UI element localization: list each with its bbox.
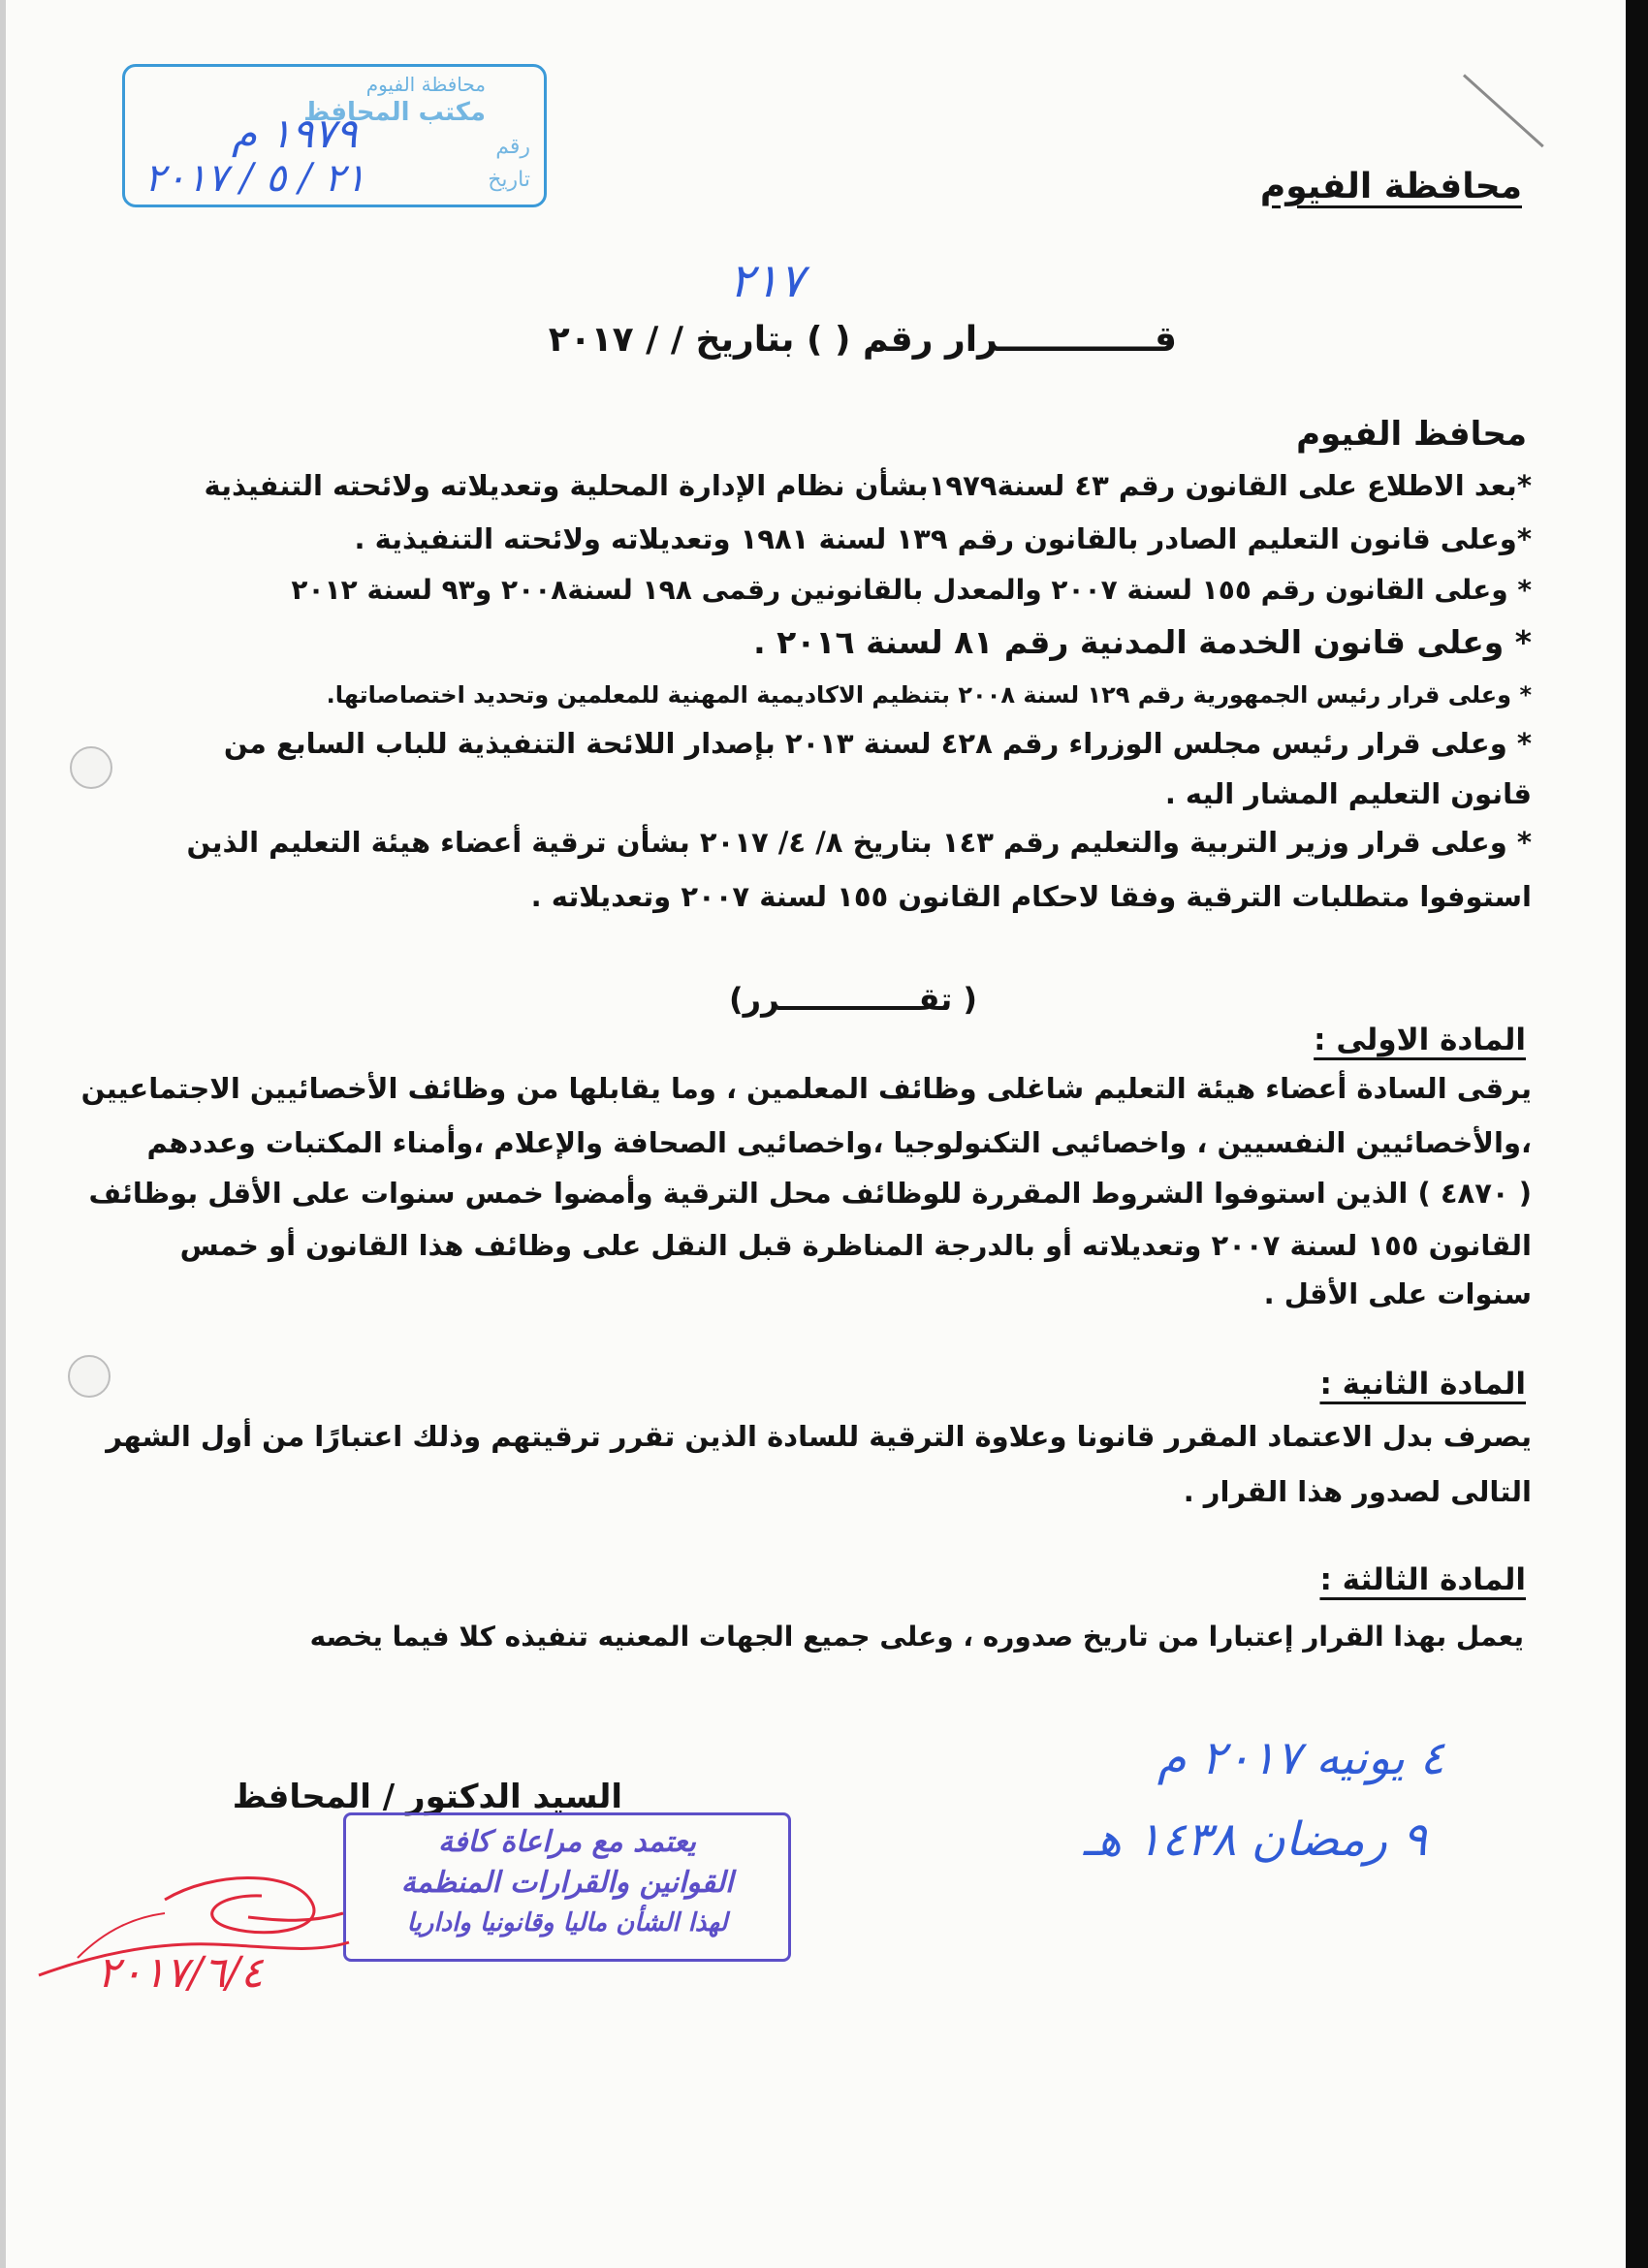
registry-stamp-line2: مكتب المحافظ bbox=[303, 98, 486, 127]
governor-signature-icon bbox=[19, 1861, 368, 2026]
preamble-line: *بعد الاطلاع على القانون رقم ٤٣ لسنة١٩٧٩بشأن نظام الإدارة المحلية وتعديلاته ولائحته التنفيذية bbox=[204, 469, 1532, 502]
registry-handwritten-number: ١٩٧٩ م bbox=[232, 110, 358, 157]
article-1-title: المادة الاولى : bbox=[1314, 1023, 1526, 1057]
article-3-title: المادة الثالثة : bbox=[1319, 1562, 1526, 1597]
preamble-line: * وعلى قرار رئيس مجلس الوزراء رقم ٤٢٨ لسنة ٢٠١٣ بإصدار اللائحة التنفيذية للباب السابع من bbox=[223, 727, 1532, 760]
preamble-line: * وعلى قانون الخدمة المدنية رقم ٨١ لسنة ٢٠١٦ . bbox=[753, 623, 1532, 661]
review-stamp bbox=[343, 1812, 791, 1962]
registry-stamp-line4: تاريخ bbox=[488, 168, 530, 192]
decision-heading: قـــــــــــــرار رقم ( ) بتاريخ / / ٢٠١٧ bbox=[548, 320, 1177, 360]
scan-right-edge-gap bbox=[1600, 0, 1626, 2268]
preamble-line: قانون التعليم المشار اليه . bbox=[1164, 777, 1532, 810]
registry-handwritten-date: ٢١ / ٥ / ٢٠١٧ bbox=[144, 156, 366, 201]
staple-pin bbox=[1463, 74, 1544, 147]
signature-title: السيد الدكتور / المحافظ bbox=[232, 1778, 622, 1816]
preamble-line: استوفوا متطلبات الترقية وفقا لاحكام القانون ١٥٥ لسنة ٢٠٠٧ وتعديلاته . bbox=[530, 880, 1532, 913]
preamble-title: محافظ الفيوم bbox=[1296, 415, 1527, 454]
governorate-title: محافظة الفيوم bbox=[1259, 167, 1522, 206]
decides-heading: ( تقـــــــــــــرر) bbox=[729, 981, 977, 1018]
preamble-line: *وعلى قانون التعليم الصادر بالقانون رقم ١٣٩ لسنة ١٩٨١ وتعديلاته ولائحته التنفيذية . bbox=[354, 522, 1532, 555]
preamble-line: * وعلى قرار رئيس الجمهورية رقم ١٢٩ لسنة ٢٠٠٨ بتنظيم الاكاديمية المهنية للمعلمين وتحديد اختصاصاتها. bbox=[326, 681, 1532, 709]
article-2-line: يصرف بدل الاعتماد المقرر قانونا وعلاوة الترقية للسادة الذين تقرر ترقيتهم وذلك اعتبارًا من أول الشهر bbox=[106, 1420, 1532, 1453]
article-1-line: ،والأخصائيين النفسيين ، واخصائيى التكنولوجيا ،واخصائيى الصحافة والإعلام ،وأمناء المكتبات وعددهم bbox=[146, 1126, 1532, 1159]
article-3-line: يعمل بهذا القرار إعتبارا من تاريخ صدوره ، وعلى جميع الجهات المعنيه تنفيذه كلا فيما يخصه bbox=[309, 1621, 1524, 1653]
review-stamp-line1: يعتمد مع مراعاة كافة bbox=[438, 1825, 696, 1859]
article-1-line: يرقى السادة أعضاء هيئة التعليم شاغلى وظائف المعلمين ، وما يقابلها من وظائف الأخصائيين الاجتماعيين bbox=[80, 1072, 1532, 1105]
preamble-line: * وعلى قرار وزير التربية والتعليم رقم ١٤٣ بتاريخ ٨/ ٤/ ٢٠١٧ بشأن ترقية أعضاء هيئة التعليم الذين bbox=[186, 826, 1532, 859]
punch-hole-lower bbox=[68, 1355, 111, 1398]
handwritten-hijri-date: ٩ رمضان ١٤٣٨ هـ bbox=[1083, 1812, 1427, 1867]
decision-number-handwritten: ٢١٧ bbox=[729, 254, 805, 308]
handwritten-gregorian-date: ٤ يونيه ٢٠١٧ م bbox=[1157, 1731, 1444, 1785]
registry-stamp-line3: رقم bbox=[495, 135, 530, 159]
article-1-line: القانون ١٥٥ لسنة ٢٠٠٧ وتعديلاته أو بالدرجة المناظرة قبل النقل على وظائف هذا القانون أو خمس bbox=[179, 1229, 1532, 1262]
article-2-title: المادة الثانية : bbox=[1319, 1367, 1526, 1402]
registry-stamp bbox=[122, 64, 547, 207]
scan-left-edge bbox=[0, 0, 6, 2268]
article-2-line: التالى لصدور هذا القرار . bbox=[1183, 1475, 1532, 1508]
article-1-line: ( ٤٨٧٠ ) الذين استوفوا الشروط المقررة للوظائف محل الترقية وأمضوا خمس سنوات على الأقل بوظائف bbox=[88, 1177, 1532, 1210]
registry-stamp-line1: محافظة الفيوم bbox=[365, 73, 486, 96]
article-1-line: سنوات على الأقل . bbox=[1263, 1277, 1532, 1310]
signature-red-date: ٢٠١٧/٦/٤ bbox=[97, 1948, 264, 1998]
preamble-line: * وعلى القانون رقم ١٥٥ لسنة ٢٠٠٧ والمعدل بالقانونين رقمى ١٩٨ لسنة٢٠٠٨ و٩٣ لسنة ٢٠١٢ bbox=[291, 574, 1532, 606]
review-stamp-line2: القوانين والقرارات المنظمة bbox=[400, 1866, 734, 1900]
review-stamp-line3: لهذا الشأن ماليا وقانونيا واداريا bbox=[406, 1908, 728, 1937]
